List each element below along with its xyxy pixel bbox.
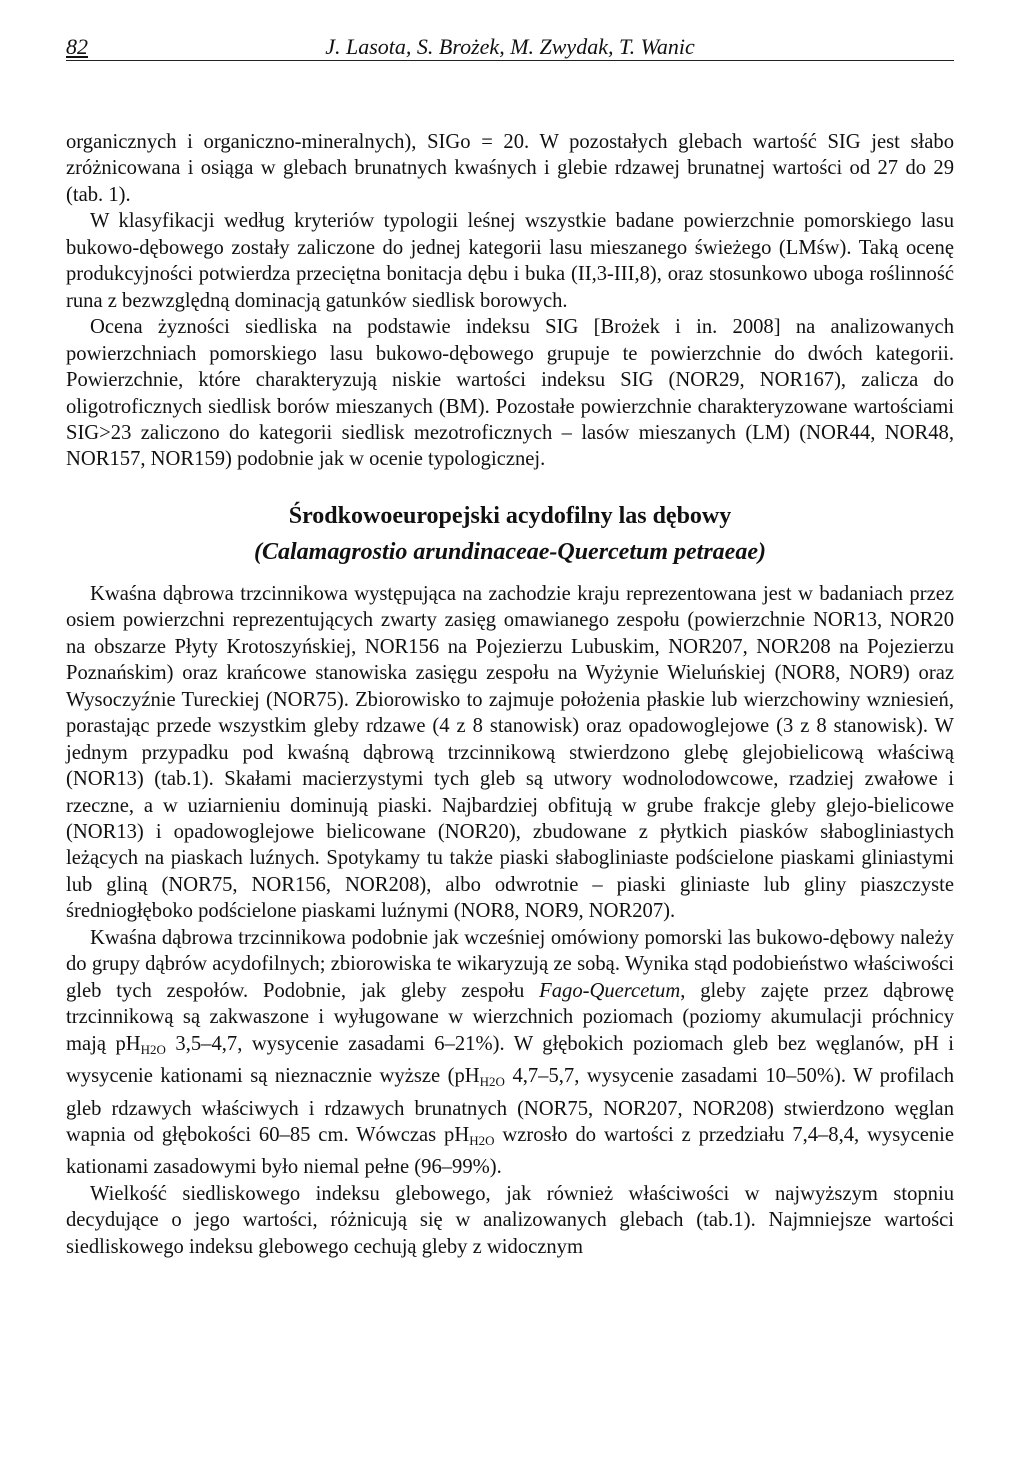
p5-part-c: 3,5–4,7, wysycenie zasadami 6–21%). W głębokich poziomach gleb bez węglanów, pH i wysycenie kationami są nieznacznie wyższe (pH (66, 1032, 955, 1088)
page-number: 82 (66, 34, 88, 59)
paragraph-soil-properties (66, 925, 954, 1181)
p5-part-a: Kwaśna dąbrowa trzcinnikowa podobnie jak wcześniej omówiony pomorski las bukowo-dębowy należy do grupy dąbrów acydofilnych; zbiorowiska te wikaryzują ze sobą. Wynika stąd podobieństwo właściwości gleb tych zespołów. Podobnie, jak gleby zespołu (66, 926, 954, 1002)
p5-latin: Fago-Quercetum (539, 979, 681, 1002)
p5-part-d: 4,7–5,7, wysycenie zasadami 10–50%). W profilach gleb rdzawych właściwych i rdzawych brunatnych (NOR75, NOR207, NOR208) stwierdzono węglan wapnia od głębokości 60–85 cm. Wówczas pH (66, 1065, 954, 1146)
p5-subscript-2: H2O (479, 1074, 505, 1090)
page (66, 28, 954, 1260)
p5-part-b: , gleby zajęte przez dąbrowę trzcinnikową są zakwaszone i wyługowane w wierzchnich poziomach (poziomy akumulacji próchnicy mają pH (66, 979, 954, 1055)
p5-subscript-1: H2O (140, 1041, 166, 1057)
paragraph-sig-index: Wielkość siedliskowego indeksu glebowego, jak również właściwości w najwyższym stopniu decydujące o jego wartości, różnicują się w analizowanych glebach (tab.1). Najmniejsze wartości siedliskowego indeksu glebowego cechują gleby z widocznym (66, 1182, 954, 1258)
section-subtitle-latin: Calamagrostio arundinaceae-Quercetum petraeae (262, 538, 758, 565)
paragraph-typology: W klasyfikacji według kryteriów typologii leśnej wszystkie badane powierzchnie pomorskiego lasu bukowo-dębowego zostały zaliczone do jednej kategorii lasu mieszanego świeżego (LMśw). Taką ocenę produkcyjności potwierdza przeciętna bonitacja dębu i buka (II,3-III,8), oraz stosunkowo uboga roślinność runa z bezwzględną dominacją gatunków siedlisk borowych. (66, 210, 954, 312)
section-title: Środkowoeuropejski acydofilny las dębowy (288, 502, 732, 529)
running-head-authors: J. Lasota, S. Brożek, M. Zwydak, T. Wanic (325, 34, 695, 59)
paragraph-continued: organicznych i organiczno-mineralnych), SIGo = 20. W pozostałych glebach wartość SIG jest słabo zróżnicowana i osiąga w glebach brunatnych kwaśnych i glebie rdzawej brunatnej wartości od 27 do 29 (tab. 1). (66, 131, 954, 206)
section-subtitle (66, 537, 954, 567)
section-subtitle-open: ( (254, 538, 262, 565)
paragraph-sig-assessment: Ocena żyzności siedliska na podstawie indeksu SIG [Brożek i in. 2008] na analizowanych powierzchniach pomorskiego lasu bukowo-dębowego grupuje te powierzchnie do dwóch kategorii. Powierzchnie, które charakteryzują niskie wartości indeksu SIG (NOR29, NOR167), zalicza do oligotroficznych siedlisk borów mieszanych (BM). Pozostałe powierzchnie charakteryzowane wartościami SIG>23 zaliczono do kategorii siedlisk mezotroficznych – lasów mieszanych (LM) (NOR44, NOR48, NOR157, NOR159) podobnie jak w ocenie typologicznej. (66, 316, 954, 471)
p5-part-e: wzrosło do wartości z przedziału 7,4–8,4, wysycenie kationami zasadowymi było niemal pełne (96–99%). (66, 1123, 955, 1179)
p5-subscript-3: H2O (469, 1132, 495, 1148)
section-subtitle-close: ) (757, 538, 766, 565)
paragraph-oak-forest-description: Kwaśna dąbrowa trzcinnikowa występująca na zachodzie kraju reprezentowana jest w badaniach przez osiem powierzchni reprezentujących zwarty zasięg omawianego zespołu (powierzchnie NOR13, NOR20 na obszarze Płyty Krotoszyńskiej, NOR156 na Pojezierzu Lubuskim, NOR207, NOR208 na Pojezierzu Poznańskim) oraz krańcowe stanowiska zasięgu zespołu na Wyżynie Wieluńskiej (NOR8, NOR9) oraz Wysoczyźnie Tureckiej (NOR75). Zbiorowisko to zajmuje położenia płaskie lub wierzchowiny wzniesień, porastając przede wszystkim gleby rdzawe (4 z 8 stanowisk) oraz opadowoglejowe (3 z 8 stanowisk). W jednym przypadku pod kwaśną dąbrową trzcinnikową stwierdzono glebę glejobielicową właściwą (NOR13) (tab.1). Skałami macierzystymi tych gleb są utwory wodnolodowcowe, rzadziej zwałowe i rzeczne, a w uziarnieniu dominują piaski. Najbardziej obfitują w grube frakcje gleby glejo-bielicowe (NOR13) i opadowoglejowe bielicowane (NOR20), zbudowane z płytkich piasków słabogliniastych leżących na piaskach luźnych. Spotykamy tu także piaski słabogliniaste podścielone piaskami gliniastymi lub gliną (NOR75, NOR156, NOR208), albo odwrotnie – piaski gliniaste lub gliny piaszczyste średniogłęboko podścielone piaskami luźnymi (NOR8, NOR9, NOR207). (66, 582, 954, 923)
running-head (66, 28, 954, 61)
